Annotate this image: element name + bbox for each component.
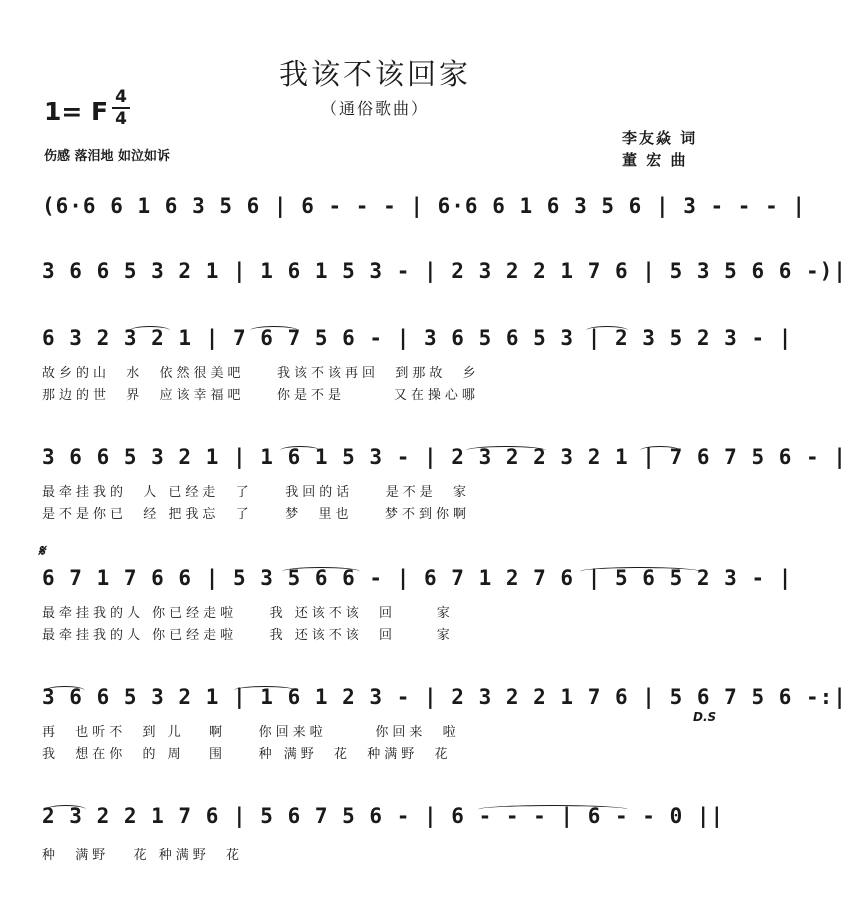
lyric-verse-1: 种 满野 花 种满野 花 xyxy=(42,848,244,863)
lyric-verse-1: 最牵挂我的人 你已经走啦 我 还该不该 回 家 xyxy=(42,606,454,621)
segno-mark: 𝄋 xyxy=(38,541,45,560)
slur xyxy=(280,446,320,455)
lyric-verse-1: 最牵挂我的 人 已经走 了 我回的话 是不是 家 xyxy=(42,485,470,500)
notation-line: 3 6 6 5 3 2 1 | 1 6 1 5 3 - | 2 3 2 2 3 2 1 | 7 6 7 5 6 - | xyxy=(42,445,847,469)
song-title: 我该不该回家 xyxy=(278,57,471,91)
lyric-verse-2: 最牵挂我的人 你已经走啦 我 还该不该 回 家 xyxy=(42,628,454,643)
staff-row-7 xyxy=(0,796,750,906)
notation-line: 2 3 2 2 1 7 6 | 5 6 7 5 6 - | 6 - - - | 6 - - 0 || xyxy=(42,804,725,828)
slur xyxy=(45,686,85,695)
notation-line: 6 3 2 3 2 1 | 7 6 7 5 6 - | 3 6 5 6 5 3 | 2 3 5 2 3 - | xyxy=(42,326,793,350)
time-signature xyxy=(112,88,130,128)
lyricist-credit: 李友焱 词 xyxy=(622,129,698,147)
notation-line: 3 6 6 5 3 2 1 | 1 6 1 2 3 - | 2 3 2 2 1 7 6 | 5 6 7 5 6 -:| xyxy=(42,685,847,709)
slur xyxy=(234,686,296,695)
key-signature: 1= F xyxy=(44,97,109,126)
lyric-verse-2: 那边的世 界 应该幸福吧 你是不是 又在操心哪 xyxy=(42,388,479,403)
staff-row-6 xyxy=(0,677,847,787)
dal-segno-mark: D.S xyxy=(693,710,717,724)
song-subtitle: （通俗歌曲） xyxy=(320,99,429,118)
slur xyxy=(640,446,680,455)
slur xyxy=(586,326,628,335)
meter-bottom: 4 xyxy=(115,109,127,129)
notation-line: 3 6 6 5 3 2 1 | 1 6 1 5 3 - | 2 3 2 2 1 7 6 | 5 3 5 6 6 -)| xyxy=(42,259,847,283)
lyric-verse-2: 是不是你已 经 把我忘 了 梦 里也 梦不到你啊 xyxy=(42,507,470,522)
composer-credit: 董 宏 曲 xyxy=(622,151,688,169)
slur xyxy=(466,446,546,455)
meter-top: 4 xyxy=(115,87,127,107)
lyric-verse-2: 我 想在你 的 周 围 种 满野 花 种满野 花 xyxy=(42,747,452,762)
staff-row-4 xyxy=(0,437,847,547)
slur xyxy=(130,326,170,335)
notation-line: 6 7 1 7 6 6 | 5 3 5 6 6 - | 6 7 1 2 7 6 | 5 6 5 2 3 - | xyxy=(42,566,793,590)
slur xyxy=(46,805,86,814)
slur xyxy=(478,805,628,814)
lyric-verse-1: 故乡的山 水 依然很美吧 我该不该再回 到那故 乡 xyxy=(42,366,480,381)
staff-row-3 xyxy=(0,318,793,428)
slur xyxy=(580,567,700,576)
slur xyxy=(250,326,298,335)
expression-marking: 伤感 落泪地 如泣如诉 xyxy=(44,149,171,164)
notation-line: (6·6 6 1 6 3 5 6 | 6 - - - | 6·6 6 1 6 3 5 6 | 3 - - - | xyxy=(42,194,807,218)
lyric-verse-1: 再 也听不 到 儿 啊 你回来啦 你回来 啦 xyxy=(42,725,460,740)
slur xyxy=(282,567,360,576)
